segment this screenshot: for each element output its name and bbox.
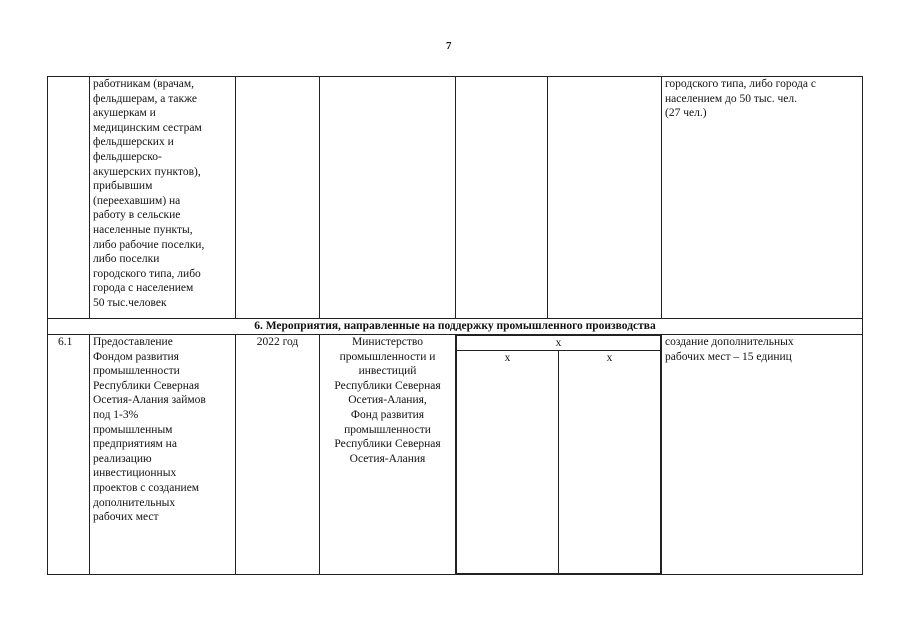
cell-executor [320, 77, 456, 319]
section-title: 6. Мероприятия, направленные на поддержку промышленного производства [48, 319, 863, 335]
cell-executor: Министерство промышленности и инвестиций Республики Северная Осетия-Алания, Фонд развития промышленности Республики Северная Осетия-Алания [320, 335, 456, 575]
cell-row-number: 6.1 [48, 335, 90, 575]
table-row-6-1 [48, 335, 863, 575]
cell-financing [456, 335, 662, 575]
cell-number [48, 77, 90, 319]
cell-year [236, 77, 320, 319]
table-row-continued [48, 77, 863, 319]
cell-fin-b [548, 77, 662, 319]
cell-fin-a [456, 77, 548, 319]
fin-a: х [457, 351, 559, 574]
section-header-row [48, 319, 863, 335]
cell-result: создание дополнительных рабочих мест – 15 единиц [662, 335, 863, 575]
fin-total: х [457, 336, 661, 351]
measures-table [47, 76, 863, 575]
cell-year: 2022 год [236, 335, 320, 575]
cell-activity: Предоставление Фондом развития промышленности Республики Северная Осетия-Алания займов под 1-3% промышленным предприятиям на реализацию инвестиционных проектов с созданием дополнительных рабочих мест [90, 335, 236, 575]
cell-activity-continued: работникам (врачам, фельдшерам, а также акушеркам и медицинским сестрам фельдшерских и фельдшерско- акушерских пунктов), прибывшим (переехавшим) на работу в сельские населенные пункты, либо рабочие поселки, либо поселки городского типа, либо города с населением 50 тыс.человек [90, 77, 236, 319]
fin-b: х [559, 351, 661, 574]
cell-result-continued: городского типа, либо города с населением до 50 тыс. чел. (27 чел.) [662, 77, 863, 319]
page-number: 7 [446, 40, 452, 52]
financing-subgrid [456, 335, 661, 574]
